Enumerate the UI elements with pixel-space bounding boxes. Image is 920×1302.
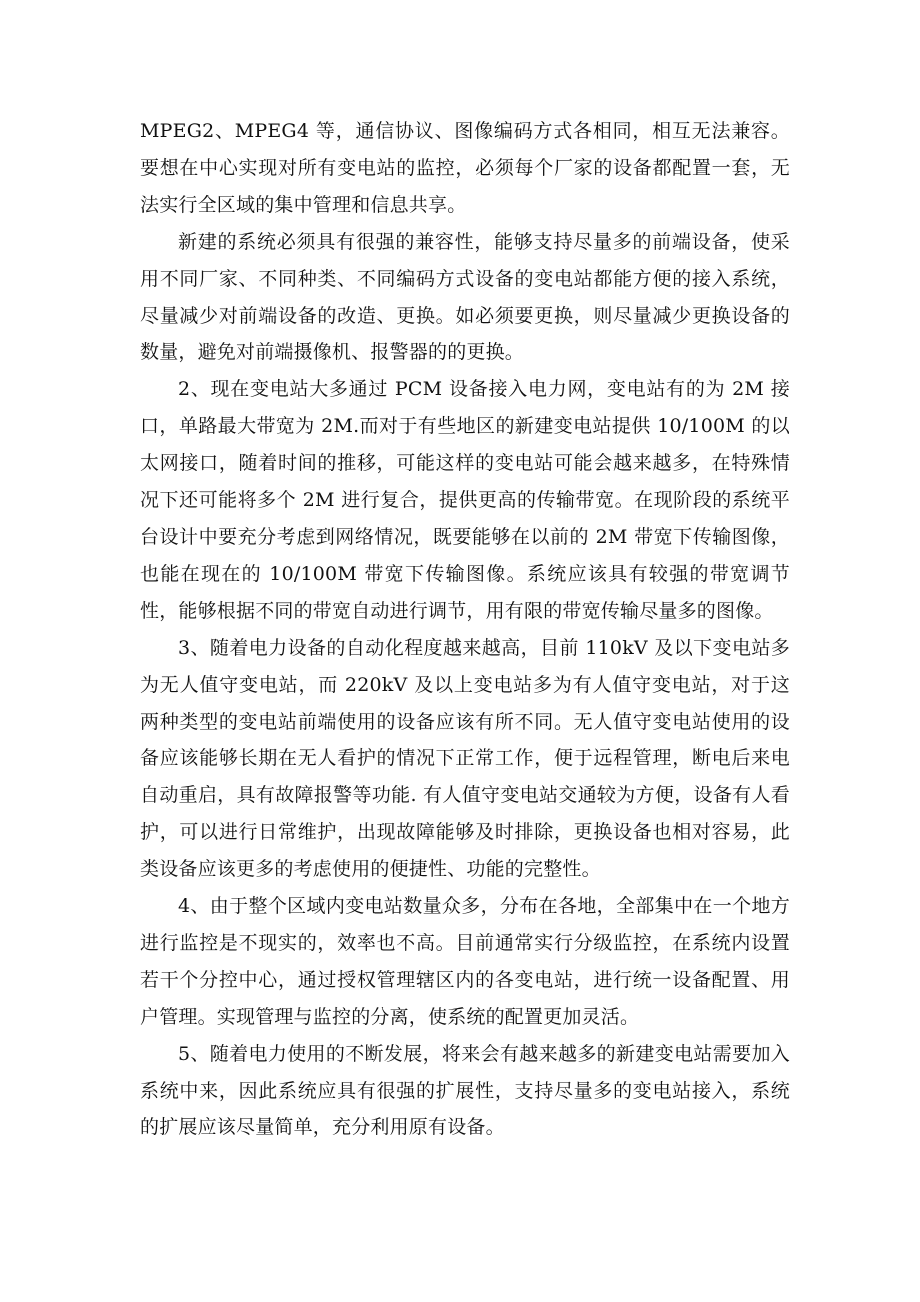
paragraph-hierarchical-monitoring: 4、由于整个区域内变电站数量众多，分布在各地，全部集中在一个地方进行监控是不现实的，效率也不高。目前通常实行分级监控，在系统内设置若干个分控中心，通过授权管理辖区内的各变电站，进行统一设备配置、用户管理。实现管理与监控的分离，使系统的配置更加灵活。	[140, 895, 790, 1028]
paragraph-continuation: MPEG2、MPEG4 等，通信协议、图像编码方式各相同，相互无法兼容。要想在中心实现对所有变电站的监控，必须每个厂家的设备都配置一套，无法实行全区域的集中管理和信息共享。	[140, 120, 790, 216]
document-body	[140, 113, 790, 1146]
paragraph-scalability: 5、随着电力使用的不断发展，将来会有越来越多的新建变电站需要加入系统中来，因此系统应具有很强的扩展性，支持尽量多的变电站接入，系统的扩展应该尽量简单，充分利用原有设备。	[140, 1042, 790, 1139]
paragraph-compatibility: 新建的系统必须具有很强的兼容性，能够支持尽量多的前端设备，使采用不同厂家、不同种类、不同编码方式设备的变电站都能方便的接入系统，尽量减少对前端设备的改造、更换。如必须要更换，则尽量减少更换设备的数量，避免对前端摄像机、报警器的的更换。	[140, 230, 790, 364]
paragraph-bandwidth: 2、现在变电站大多通过 PCM 设备接入电力网，变电站有的为 2M 接口，单路最大带宽为 2M.而对于有些地区的新建变电站提供 10/100M 的以太网接口，随着时间的推移，可能这样的变电站可能会越来越多，在特殊情况下还可能将多个 2M 进行复合，提供更高的传输带宽。在现阶段的系统平台设计中要充分考虑到网络情况，既要能够在以前的 2M 带宽下传输图像，也能在现在的 10/100M 带宽下传输图像。系统应该具有较强的带宽调节性，能够根据不同的带宽自动进行调节，用有限的带宽传输尽量多的图像。	[140, 378, 790, 622]
paragraph-substation-types: 3、随着电力设备的自动化程度越来越高，目前 110kV 及以下变电站多为无人值守变电站，而 220kV 及以上变电站多为有人值守变电站，对于这两种类型的变电站前端使用的设备应该有所不同。无人值守变电站使用的设备应该能够长期在无人看护的情况下正常工作，便于远程管理，断电后来电自动重启，具有故障报警等功能. 有人值守变电站交通较为方便，设备有人看护，可以进行日常维护，出现故障能够及时排除，更换设备也相对容易，此类设备应该更多的考虑使用的便捷性、功能的完整性。	[140, 636, 790, 881]
